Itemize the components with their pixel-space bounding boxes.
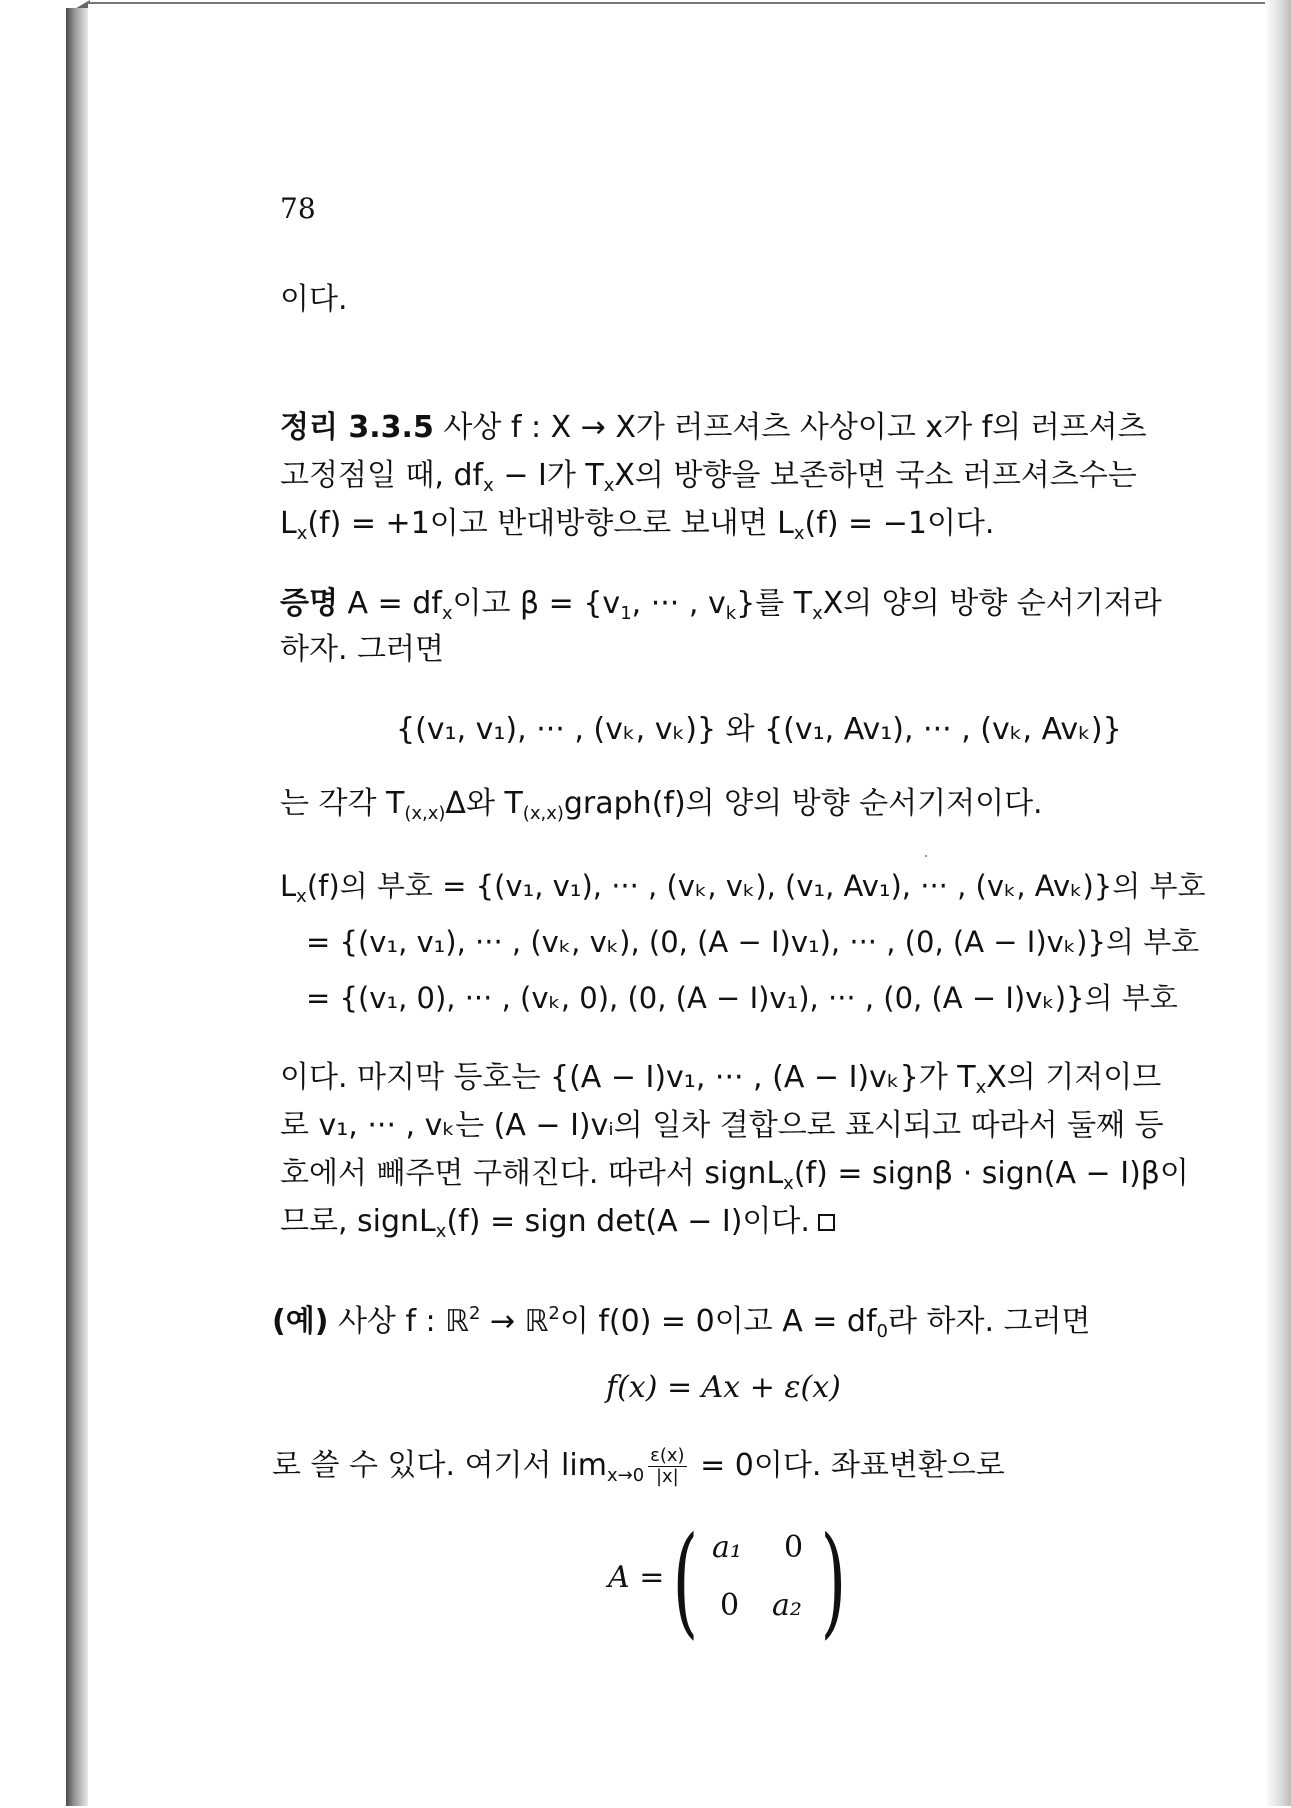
text-a: 사상 f : ℝ bbox=[328, 1304, 469, 1339]
theorem-text-3a: L bbox=[280, 506, 297, 541]
subscript: x bbox=[975, 1077, 987, 1098]
text-c: 이 f(0) = 0이고 A = df bbox=[559, 1304, 877, 1339]
text-line-1: 이다. bbox=[280, 282, 348, 317]
theorem-line-2 bbox=[280, 458, 1137, 504]
example-label: (예) bbox=[272, 1304, 329, 1339]
matrix-entry-21: 0 bbox=[720, 1588, 740, 1623]
display-equation-5: f(x) = Ax + ε(x) bbox=[606, 1370, 841, 1405]
proof-label: 증명 bbox=[280, 586, 338, 621]
subscript: (x,x) bbox=[522, 803, 564, 824]
theorem-line-1 bbox=[280, 410, 1147, 446]
subscript: x bbox=[435, 1221, 447, 1242]
text-a: 호에서 빼주면 구해진다. 따라서 signL bbox=[280, 1156, 784, 1191]
text-a: 로 쓸 수 있다. 여기서 lim bbox=[272, 1448, 607, 1483]
theorem-text-1: 사상 f : X → X가 러프셔츠 사상이고 x가 f의 러프셔츠 bbox=[433, 410, 1147, 445]
text-b: X의 기저이므 bbox=[986, 1060, 1162, 1095]
text-line-basis bbox=[280, 786, 1043, 832]
text-c: graph(f)의 양의 방향 순서기저이다. bbox=[563, 786, 1043, 821]
proof-text-1d: }를 T bbox=[736, 586, 813, 621]
matrix-entry-12: 0 bbox=[784, 1530, 804, 1565]
example-line-1 bbox=[272, 1296, 1090, 1350]
theorem-text-2b: − I가 T bbox=[493, 458, 604, 493]
eq-text-a: L bbox=[280, 869, 297, 903]
theorem-text-2a: 고정점일 때, df bbox=[280, 458, 484, 493]
theorem-label: 정리 3.3.5 bbox=[280, 410, 434, 445]
right-paren-icon: ) bbox=[820, 1512, 847, 1651]
subscript: x bbox=[793, 523, 805, 544]
matrix-entry-11: a₁ bbox=[712, 1530, 742, 1565]
fraction-denominator: |x| bbox=[655, 1466, 679, 1487]
subscript: 1 bbox=[620, 603, 632, 624]
subscript: k bbox=[725, 603, 737, 624]
text-line-2a bbox=[280, 1060, 1161, 1106]
display-equation-1: {(v₁, v₁), ··· , (vₖ, vₖ)} 와 {(v₁, Av₁), ··· , (vₖ, Avₖ)} bbox=[396, 712, 1122, 747]
fraction bbox=[648, 1446, 686, 1487]
text-a: 이다. 마지막 등호는 {(A − I)v₁, ··· , (A − I)vₖ}가 T bbox=[280, 1060, 976, 1095]
display-equation-2 bbox=[280, 868, 1205, 915]
text-a: 므로, signL bbox=[280, 1204, 436, 1239]
text-b: (f) = sign det(A − I)이다. bbox=[446, 1204, 810, 1239]
text-b: → ℝ bbox=[480, 1304, 549, 1339]
proof-text-1b: 이고 β = {v bbox=[452, 586, 621, 621]
text-line-2c bbox=[280, 1156, 1189, 1202]
superscript: 2 bbox=[468, 1303, 481, 1324]
theorem-line-3 bbox=[280, 506, 994, 552]
fraction-numerator: ε(x) bbox=[650, 1445, 685, 1466]
proof-line-2: 하자. 그러면 bbox=[280, 632, 444, 667]
theorem-text-3b: (f) = +1이고 반대방향으로 보내면 L bbox=[307, 506, 794, 541]
subscript: x bbox=[441, 603, 453, 624]
text-b: (f) = signβ · sign(A − I)β이 bbox=[793, 1156, 1189, 1191]
theorem-text-3c: (f) = −1이다. bbox=[804, 506, 995, 541]
text-line-2d bbox=[280, 1204, 835, 1250]
theorem-text-2c: X의 방향을 보존하면 국소 러프셔츠수는 bbox=[614, 458, 1137, 493]
text-b: = 0이다. 좌표변환으로 bbox=[690, 1448, 1005, 1483]
text-d: 라 하자. 그러면 bbox=[887, 1304, 1091, 1339]
page-number: 78 bbox=[280, 192, 316, 225]
left-paren-icon: ( bbox=[672, 1512, 699, 1651]
subscript: x bbox=[812, 603, 823, 624]
matrix-entry-22: a₂ bbox=[772, 1588, 802, 1623]
page-right-edge-shadow bbox=[1265, 0, 1291, 1806]
subscript: (x,x) bbox=[404, 803, 446, 824]
text-line-2b: 로 v₁, ··· , vₖ는 (A − I)vᵢ의 일차 결합으로 표시되고 따라서 둘째 등 bbox=[280, 1108, 1164, 1143]
scan-speck bbox=[925, 855, 927, 857]
text-b: Δ와 T bbox=[445, 786, 523, 821]
eq-text-b: (f)의 부호 = {(v₁, v₁), ··· , (vₖ, vₖ), (v₁, Av₁), ··· , (vₖ, Avₖ)}의 부호 bbox=[306, 869, 1206, 903]
matrix-lhs: A = bbox=[608, 1560, 665, 1595]
qed-square-icon bbox=[818, 1214, 835, 1231]
subscript: x bbox=[296, 886, 307, 907]
proof-line-1 bbox=[280, 586, 1162, 632]
superscript: 2 bbox=[548, 1303, 560, 1324]
display-equation-4: = {(v₁, 0), ··· , (vₖ, 0), (0, (A − I)v₁), ··· , (0, (A − I)vₖ)}의 부호 bbox=[306, 981, 1178, 1015]
subscript: 0 bbox=[876, 1321, 888, 1342]
subscript: x bbox=[783, 1173, 794, 1194]
display-equation-3: = {(v₁, v₁), ··· , (vₖ, vₖ), (0, (A − I)v₁), ··· , (0, (A − I)vₖ)}의 부호 bbox=[306, 925, 1200, 959]
text-a: 는 각각 T bbox=[280, 786, 405, 821]
subscript: x→0 bbox=[606, 1465, 645, 1486]
proof-text-1c: , ··· , v bbox=[631, 586, 726, 621]
example-line-2 bbox=[272, 1446, 1005, 1494]
subscript: x bbox=[603, 475, 615, 496]
subscript: x bbox=[296, 523, 308, 544]
book-spine bbox=[66, 8, 88, 1806]
proof-text-1e: X의 양의 방향 순서기저라 bbox=[822, 586, 1162, 621]
proof-text-1a: A = df bbox=[337, 586, 442, 621]
subscript: x bbox=[483, 475, 494, 496]
